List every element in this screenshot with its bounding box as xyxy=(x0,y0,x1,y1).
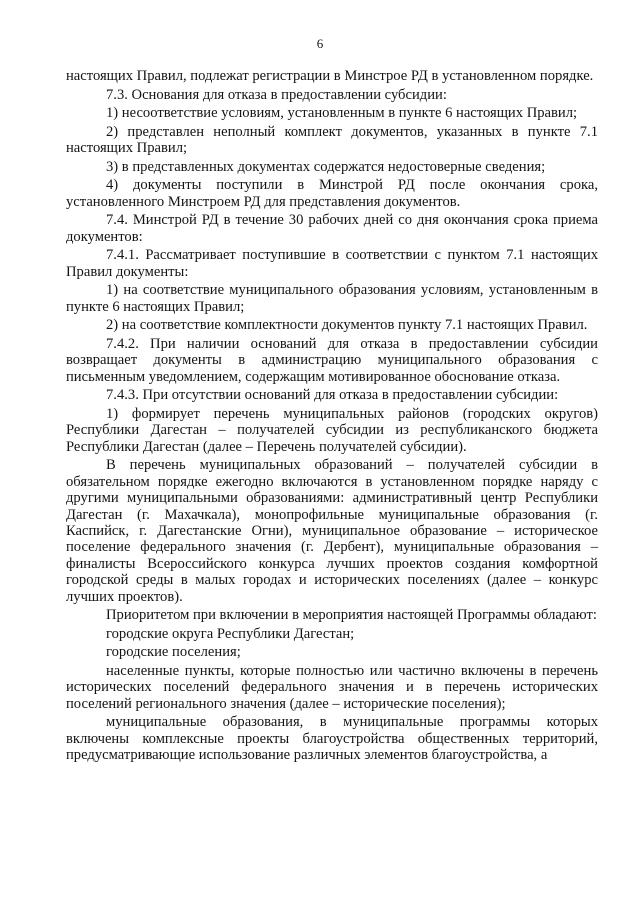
page-number: 6 xyxy=(316,36,324,51)
paragraph: 2) на соответствие комплектности документов пункту 7.1 настоящих Правил. xyxy=(106,317,588,334)
paragraph: В перечень муниципальных образований – получателей субсидии в обязательном порядке ежегодно включаются в установленном порядке наряду с другими муниципальными образованиями: административный центр Республики Дагестан (г. Махачкала), монопрофильные муниципальные образования (г. Каспийск, г. Дагестанские Огни), муниципальное образование – историческое поселение федерального значения (г. Дербент), муниципальные образования – финалисты Всероссийского конкурса лучших проектов создания комфортной городской среды в малых городах и исторических поселениях (далее – конкурс лучших проектов). xyxy=(66,457,598,605)
paragraph: городские поселения; xyxy=(106,644,241,661)
paragraph: 4) документы поступили в Минстрой РД после окончания срока, установленного Минстроем РД для представления документов. xyxy=(66,177,598,210)
paragraph: 1) формирует перечень муниципальных районов (городских округов) Республики Дагестан – получателей субсидии из республиканского бюджета Республики Дагестан (далее – Перечень получателей субсидии). xyxy=(66,405,598,455)
paragraph: 7.3. Основания для отказа в предоставлении субсидии: xyxy=(106,86,447,103)
paragraph: муниципальные образования, в муниципальные программы которых включены комплексные проекты благоустройства общественных территорий, предусматривающие использование различных элементов благоустройства, а xyxy=(66,714,598,764)
paragraph: Приоритетом при включении в мероприятия настоящей Программы обладают: xyxy=(106,607,597,624)
paragraph: 7.4. Минстрой РД в течение 30 рабочих дней со дня окончания срока приема документов: xyxy=(66,212,598,245)
paragraph: 7.4.3. При отсутствии оснований для отказа в предоставлении субсидии: xyxy=(106,387,559,404)
paragraph: 2) представлен неполный комплект документов, указанных в пункте 7.1 настоящих Правил; xyxy=(66,123,598,157)
paragraph: 7.4.1. Рассматривает поступившие в соответствии с пунктом 7.1 настоящих Правил документы: xyxy=(66,247,598,280)
paragraph: 1) на соответствие муниципального образования условиям, установленным в пункте 6 настоящих Правил; xyxy=(66,282,598,315)
paragraph: 1) несоответствие условиям, установленным в пункте 6 настоящих Правил; xyxy=(106,105,578,122)
document-body xyxy=(66,68,598,764)
paragraph: городские округа Республики Дагестан; xyxy=(106,625,355,642)
paragraph: населенные пункты, которые полностью или частично включены в перечень исторических поселений федерального значения и в перечень исторических поселений регионального значения (далее – исторические поселения); xyxy=(66,663,598,712)
paragraph: настоящих Правил, подлежат регистрации в Минстрое РД в установленном порядке. xyxy=(66,68,594,84)
paragraph: 3) в представленных документах содержатся недостоверные сведения; xyxy=(106,158,546,175)
paragraph: 7.4.2. При наличии оснований для отказа в предоставлении субсидии возвращает документы в администрацию муниципального образования с письменным уведомлением, содержащим мотивированное обоснование отказа. xyxy=(66,335,598,385)
